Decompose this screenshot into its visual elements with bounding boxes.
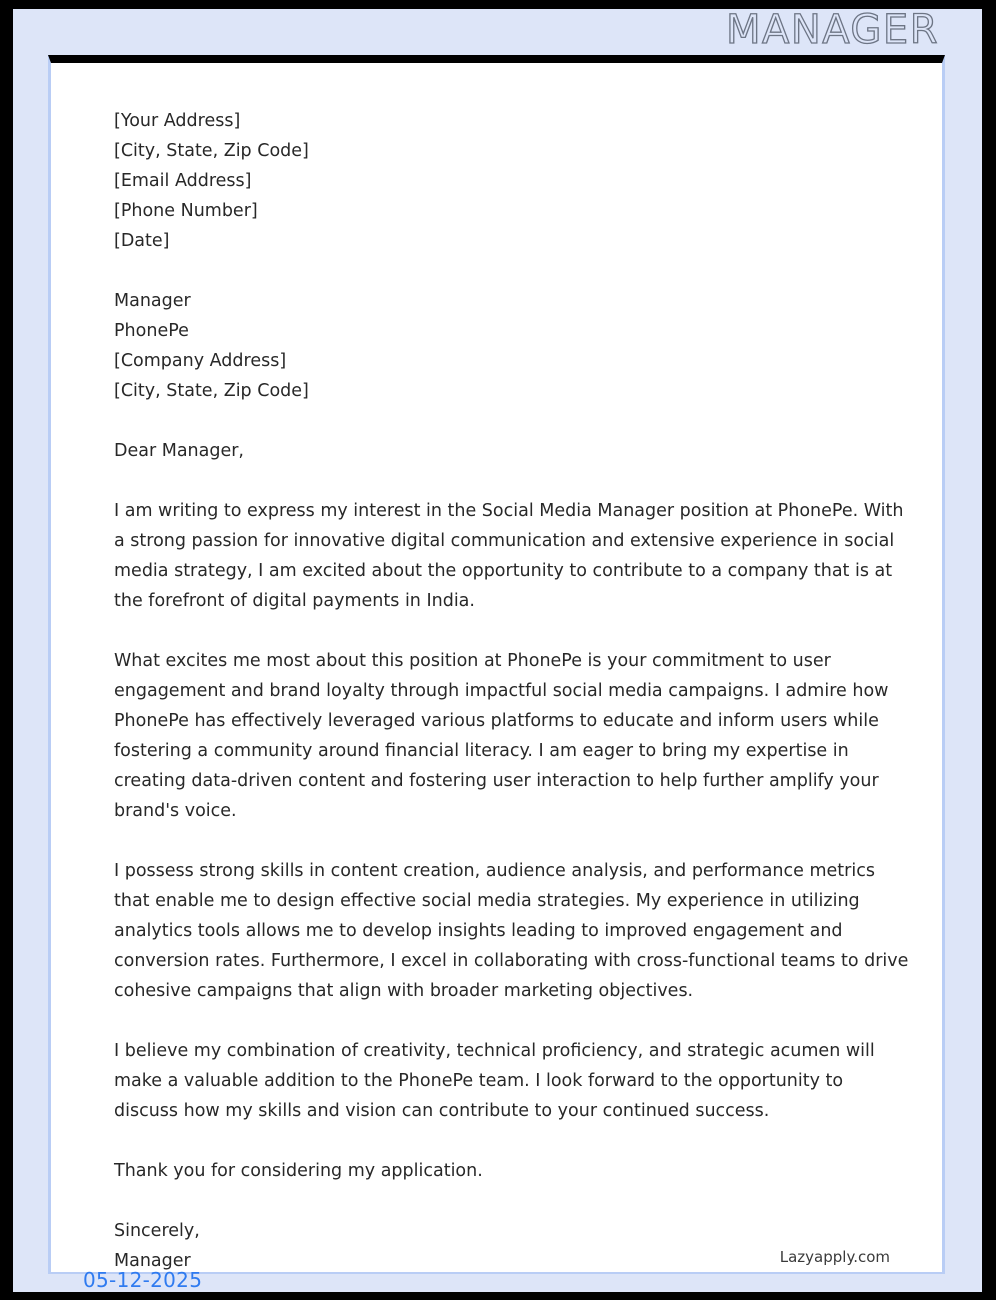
document-date-stamp: 05-12-2025 [83, 1268, 203, 1292]
recipient-company-address: [Company Address] [114, 351, 287, 371]
document-header [13, 9, 982, 55]
sender-address-block [114, 106, 912, 256]
signature-name: Manager [114, 1251, 191, 1271]
recipient-city-state-zip: [City, State, Zip Code] [114, 381, 309, 401]
document-canvas [13, 9, 982, 1292]
page-title: MANAGER [725, 9, 939, 53]
sender-date: [Date] [114, 231, 170, 251]
recipient-name: Manager [114, 291, 191, 311]
cover-letter-body [114, 106, 912, 1274]
body-paragraph-2: What excites me most about this position at PhonePe is your commitment to user engagement and brand loyalty through impactful social media campaigns. I admire how PhonePe has effectively leveraged various platforms to educate and inform users while fostering a community around financial literacy. I am eager to bring my expertise in creating data-driven content and fostering user interaction to help further amplify your brand's voice. [114, 651, 895, 821]
sender-phone: [Phone Number] [114, 201, 258, 221]
body-paragraph-1: I am writing to express my interest in the Social Media Manager position at PhonePe. With a strong passion for innovative digital communication and extensive experience in social media strategy, I am excited about the opportunity to contribute to a company that is at the forefront of digital payments in India. [114, 501, 910, 611]
sender-address: [Your Address] [114, 111, 241, 131]
sender-city-state-zip: [City, State, Zip Code] [114, 141, 309, 161]
recipient-address-block [114, 286, 912, 406]
lazyapply-watermark: Lazyapply.com [779, 1248, 890, 1266]
body-paragraph-3: I possess strong skills in content creation, audience analysis, and performance metrics that enable me to design effective social media strategies. My experience in utilizing analytics tools allows me to develop insights leading to improved engagement and conversion rates. Furthermore, I excel in collaborating with cross-functional teams to drive cohesive campaigns that align with broader marketing objectives. [114, 861, 914, 1001]
letter-page-inner [51, 63, 942, 1272]
recipient-company: PhonePe [114, 321, 189, 341]
body-paragraph-5: Thank you for considering my application. [114, 1161, 483, 1181]
closing-salutation: Sincerely, [114, 1221, 200, 1241]
letter-page [48, 55, 945, 1274]
body-paragraph-4: I believe my combination of creativity, technical proficiency, and strategic acumen will make a valuable addition to the PhonePe team. I look forward to the opportunity to discuss how my skills and vision can contribute to your continued success. [114, 1041, 881, 1121]
sender-email: [Email Address] [114, 171, 252, 191]
salutation: Dear Manager, [114, 441, 244, 461]
